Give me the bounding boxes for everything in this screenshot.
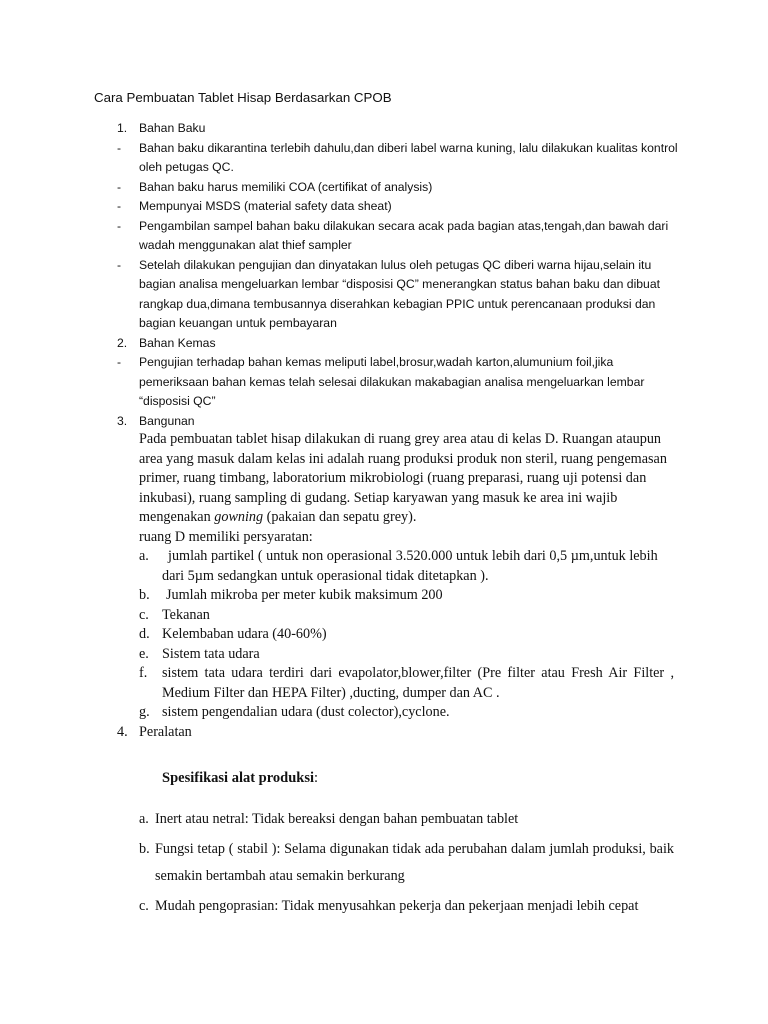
- spec-item: [0, 806, 768, 833]
- item-text: Jumlah mikroba per meter kubik maksimum 200: [166, 587, 443, 603]
- list-item-text: Mempunyai MSDS (material safety data sheat): [139, 199, 392, 213]
- list-item-text: Bahan baku dikarantina terlebih dahulu,dan diberi label warna kuning, lalu dilakukan kualitas kontrol oleh petugas QC.: [139, 140, 678, 174]
- section-number: 2.: [117, 335, 128, 350]
- section-heading: [0, 723, 768, 743]
- section-number: 3.: [117, 413, 128, 428]
- requirement-item: [0, 645, 768, 665]
- spec-heading: [162, 770, 318, 787]
- section-title: Peralatan: [139, 723, 192, 740]
- item-text: Inert atau netral: Tidak bereaksi dengan bahan pembuatan tablet: [155, 811, 519, 827]
- list-item-text: Pengambilan sampel bahan baku dilakukan secara acak pada bagian atas,tengah,dan bawah dari wadah menggunakan alat thief sampler: [139, 218, 669, 252]
- item-letter: f.: [139, 665, 148, 681]
- item-text: Sistem tata udara: [162, 645, 260, 662]
- spec-item: [0, 836, 768, 890]
- item-letter: g.: [139, 704, 150, 720]
- list-item: [0, 217, 768, 256]
- list-item-text: Pengujian terhadap bahan kemas meliputi label,brosur,wadah karton,alumunium foil,jika pemeriksaan bahan kemas telah selesai dilakukan makabagian analisa mengeluarkan lembar “disposisi QC”: [139, 355, 645, 408]
- list-item: [0, 353, 768, 412]
- spec-heading-suffix: :: [314, 770, 319, 786]
- bullet-dash: -: [117, 199, 122, 213]
- spec-list: [0, 806, 768, 923]
- item-letter: e.: [139, 645, 149, 662]
- section-heading: [0, 119, 768, 139]
- bullet-dash: -: [117, 355, 122, 369]
- list-item: [0, 197, 768, 217]
- item-text: sistem pengendalian udara (dust colector),cyclone.: [162, 704, 450, 720]
- paragraph-text: Pada pembuatan tablet hisap dilakukan di ruang grey area atau di kelas D. Ruangan ataupun area yang masuk dalam kelas ini adalah ruang produksi produk non steril, ruang pengemasan primer, ruang timbang, laboratorium mikrobiologi (ruang preparasi, ruang uji potensi dan inkubasi), ruang sampling di gudang. Setiap karyawan yang masuk ke area ini wajib mengenakan: [139, 431, 667, 525]
- bullet-dash: -: [117, 257, 122, 272]
- item-text: Fungsi tetap ( stabil ): Selama digunakan tidak ada perubahan dalam jumlah produksi, baik semakin bertambah atau semakin berkurang: [155, 841, 674, 884]
- requirement-item: [0, 664, 768, 703]
- requirements-intro: ruang D memiliki persyaratan:: [139, 528, 313, 545]
- item-text: sistem tata udara terdiri dari evapolator,blower,filter (Pre filter atau Fresh Air Filter , Medium Filter dan HEPA Filter) ,ducting, dumper dan AC .: [162, 665, 674, 701]
- requirement-item: [0, 586, 768, 606]
- item-text: Mudah pengoprasian: Tidak menyusahkan pekerja dan pekerjaan menjadi lebih cepat: [155, 898, 639, 914]
- bullet-dash: -: [117, 218, 122, 233]
- spec-item: [0, 893, 768, 920]
- section-bahan-baku: [0, 119, 768, 431]
- section-title: Bahan Kemas: [139, 335, 216, 350]
- list-item-text: Bahan baku harus memiliki COA (certifikat of analysis): [139, 179, 433, 194]
- item-text: Tekanan: [162, 606, 210, 623]
- section-bangunan-body: [0, 430, 768, 742]
- requirement-item: [0, 625, 768, 645]
- list-item: [0, 256, 768, 334]
- item-letter: c.: [139, 606, 149, 623]
- item-text: jumlah partikel ( untuk non operasional 3.520.000 untuk lebih dari 0,5 µm,untuk lebih dari 5µm sedangkan untuk operasional tidak ditetapkan ).: [162, 548, 658, 584]
- section-number: 1.: [117, 121, 128, 135]
- item-letter: c.: [139, 898, 149, 914]
- section-number: 4.: [117, 723, 128, 740]
- item-letter: b.: [139, 587, 150, 603]
- section-title: Bahan Baku: [139, 121, 206, 135]
- spec-heading-text: Spesifikasi alat produksi: [162, 770, 315, 786]
- list-item: [0, 139, 768, 178]
- item-letter: d.: [139, 626, 150, 642]
- item-letter: b.: [139, 841, 150, 857]
- paragraph-text: (pakaian dan sepatu grey).: [263, 509, 417, 525]
- list-item: [0, 178, 768, 198]
- requirement-item: [0, 703, 768, 723]
- section-heading: [0, 334, 768, 354]
- page-title: Cara Pembuatan Tablet Hisap Berdasarkan CPOB: [94, 90, 392, 105]
- requirement-item: [0, 547, 768, 586]
- item-letter: a.: [139, 548, 149, 564]
- item-text: Kelembaban udara (40-60%): [162, 626, 327, 642]
- paragraph-italic-term: gowning: [214, 509, 264, 525]
- section-title: Bangunan: [139, 413, 195, 428]
- bullet-dash: -: [117, 179, 122, 194]
- section-heading: [0, 412, 768, 432]
- list-item-text: Setelah dilakukan pengujian dan dinyatakan lulus oleh petugas QC diberi warna hijau,selain itu bagian analisa mengeluarkan lembar “disposisi QC” menerangkan status bahan baku dan dibuat rangkap dua,dimana tembusannya diserahkan kebagian PPIC untuk perencanaan produksi dan bagian keuangan untuk pembayaran: [139, 257, 660, 330]
- item-letter: a.: [139, 811, 149, 827]
- bangunan-paragraph: [139, 430, 675, 528]
- bullet-dash: -: [117, 140, 122, 155]
- requirement-item: [0, 606, 768, 626]
